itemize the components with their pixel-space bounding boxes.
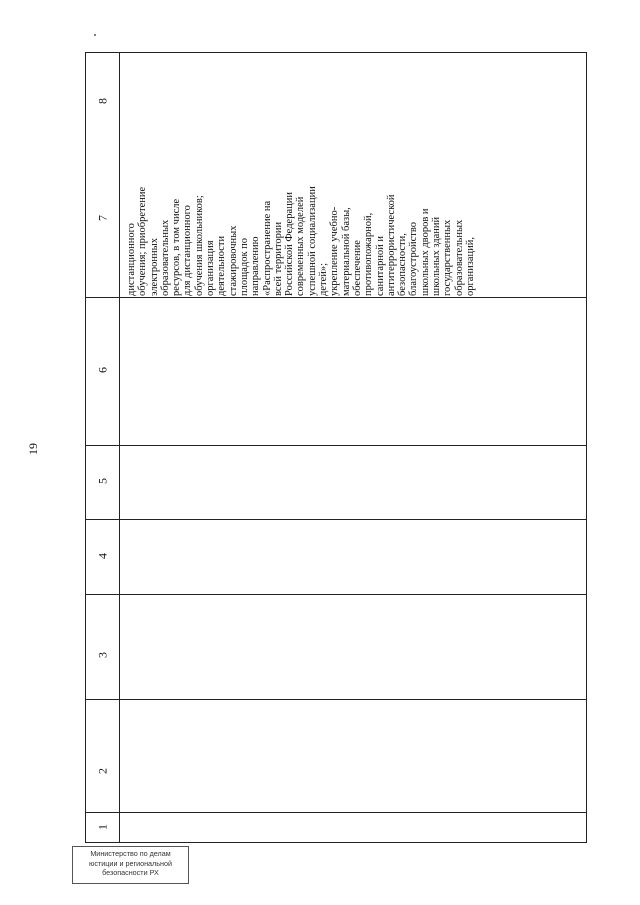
column-7-text-line: обучения школьников;: [193, 195, 205, 296]
col-divider-3-4: [86, 699, 586, 700]
col-divider-7-8: [86, 297, 586, 298]
column-7-text-line: современных моделей: [295, 196, 307, 296]
column-7-text-line: укрепление учебно-: [329, 206, 341, 296]
column-7-text-line: санитарной и: [374, 235, 386, 296]
column-7-text-line: образовательных: [453, 219, 465, 296]
stray-mark: [94, 34, 96, 36]
column-7-text-line: стажировочных: [227, 225, 239, 296]
column-number-3: 3: [95, 652, 110, 658]
column-7-text-line: всей территории: [272, 221, 284, 296]
column-7-text-line: школьных дворов и: [419, 208, 431, 296]
col-divider-2-3: [86, 812, 586, 813]
column-7-text-line: успешной социализации: [306, 186, 318, 296]
column-7-text: [126, 146, 476, 296]
column-7-text-line: противопожарной,: [363, 212, 375, 296]
column-7-text-line: «Распространение на: [261, 200, 273, 296]
column-7-cell: [126, 156, 584, 296]
column-7-text-line: безопасности,: [397, 233, 409, 296]
column-7-text-line: школьных зданий: [431, 216, 443, 296]
column-number-2: 2: [95, 768, 110, 774]
column-7-text-line: деятельности: [216, 235, 228, 296]
column-7-text-line: материальной базы,: [340, 207, 352, 296]
column-number-8: 8: [95, 98, 110, 104]
page-number: 19: [26, 443, 40, 455]
column-7-text-line: детей»;: [318, 262, 330, 296]
rotated-table: [85, 52, 587, 843]
column-7-text-line: организаций,: [464, 237, 476, 296]
column-7-text-line: благоустройство: [408, 221, 420, 296]
column-7-text-line: электронных: [148, 238, 160, 296]
column-7-text-line: для дистанционного: [182, 205, 194, 296]
column-7-text-line: антитеррористической: [385, 194, 397, 296]
column-7-text-line: направлению: [250, 236, 262, 296]
column-7-text-line: образовательных: [159, 219, 171, 296]
stamp-line: Министерство по делам: [90, 849, 171, 858]
column-7-text-line: дистанционного: [126, 223, 137, 296]
col-divider-6-7: [86, 445, 586, 446]
column-7-text-line: государственных: [442, 219, 454, 296]
column-7-text-line: обучения; приобретение: [137, 186, 149, 296]
col-divider-5-6: [86, 519, 586, 520]
column-7-text-line: ресурсов, в том числе: [171, 198, 183, 296]
column-7-text-line: Российской Федерации: [284, 192, 296, 296]
column-7-text-line: обеспечение: [351, 240, 363, 296]
stamp-line: безопасности РХ: [102, 868, 159, 877]
registration-stamp: [72, 846, 189, 884]
stamp-line: юстиции и региональной: [89, 858, 172, 868]
column-number-7: 7: [95, 215, 110, 221]
column-number-5: 5: [95, 478, 110, 484]
column-7-text-line: организация: [205, 240, 217, 296]
column-number-1: 1: [95, 824, 110, 830]
column-number-4: 4: [95, 553, 110, 559]
column-number-6: 6: [95, 367, 110, 373]
col-divider-4-5: [86, 594, 586, 595]
column-7-text-line: площадок по: [238, 237, 250, 296]
header-strip-divider: [119, 53, 120, 842]
